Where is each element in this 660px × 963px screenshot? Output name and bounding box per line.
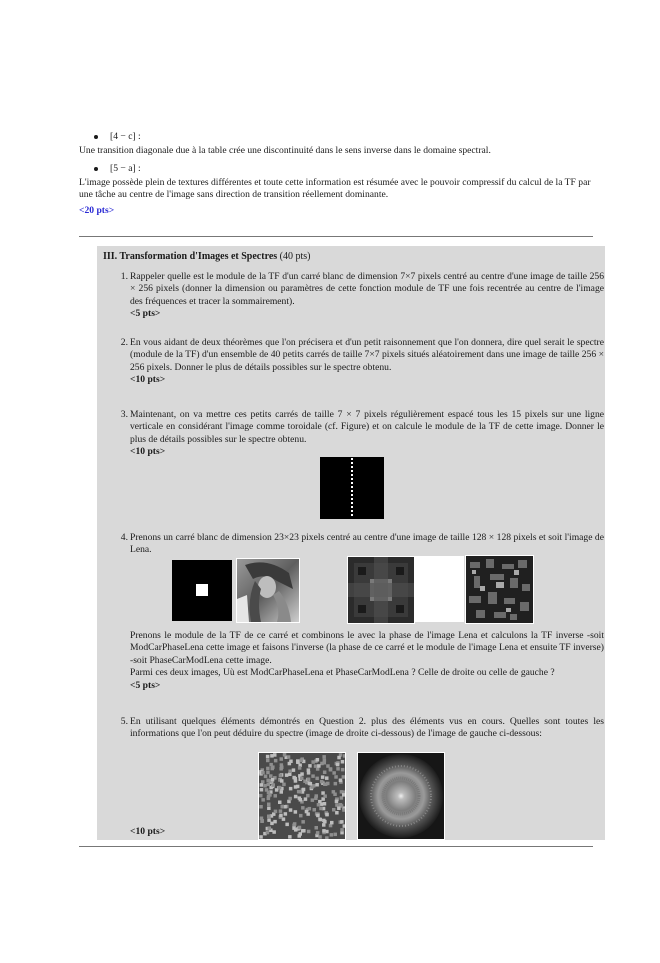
bullet-answer-5a: L'image possède plein de textures différentes et toute cette information est résumée avec le pouvoir compressif du calcul de la TF par une tâche au centre de l'image sans direction de transition réellement dominante. xyxy=(79,177,591,201)
figure-modcar-phaselena xyxy=(347,556,415,624)
random-squares-image xyxy=(259,753,345,839)
question-number: 1. xyxy=(120,271,128,282)
figure-toroidal-squares xyxy=(320,457,384,519)
figure-random-squares xyxy=(258,752,346,840)
question-points: <5 pts> xyxy=(130,308,161,320)
bullet-item-5a xyxy=(94,163,141,175)
figure-blank-separator xyxy=(414,556,464,622)
question-text: En vous aidant de deux théorèmes que l'on précisera et d'un petit raisonnement que l'on donnera, dire quel serait le spectre (module de la TF) d'un ensemble de 40 petits carrés de taille 7×7 pixels situés aléatoirement dans une image de taille 256 × 256 pixels. Donner le plus de détails possibles sur le spectre obtenu. xyxy=(130,337,604,373)
figure-phasecar-modlena xyxy=(465,555,534,624)
question-text: Maintenant, on va mettre ces petits carrés de taille 7 × 7 pixels régulièrement espacé tous les 15 pixels sur une ligne verticale en considérant l'image comme toroidale (cf. Figure) et on calcule le module de la TF de cette image. Donner le plus de détails possibles sur le spectre obtenu. xyxy=(130,409,604,445)
spectrum-image xyxy=(358,753,444,839)
bullet-item-4c xyxy=(94,131,141,143)
figure-white-square xyxy=(172,560,232,621)
question-text-2: Prenons le module de la TF de ce carré et combinons le avec la phase de l'image Lena et calculons la TF inverse -soit ModCarPhaseLena cette image et faisons l'inverse (la phase de ce carré et le module de l'image Lena et ensuite TF inverse) -soit PhaseCarModLena cette image. xyxy=(130,630,604,666)
bottom-rule xyxy=(79,846,593,847)
section-title xyxy=(103,251,311,263)
question-text: Prenons un carré blanc de dimension 23×23 pixels centré au centre d'une image de taille 128 × 128 pixels et soit l'image de Lena. xyxy=(130,532,604,556)
figure-lena xyxy=(236,558,300,623)
bullet-answer-4c: Une transition diagonale due à la table crée une discontinuité dans le sens inverse dans le domaine spectral. xyxy=(79,145,491,156)
question-number: 5. xyxy=(120,716,128,727)
bullet-dot xyxy=(94,135,98,139)
bullet-label: [5 − a] : xyxy=(110,163,141,174)
figure-spectrum xyxy=(357,752,445,840)
section-points: (40 pts) xyxy=(279,251,311,262)
white-square xyxy=(196,584,208,596)
section-title-text: III. Transformation d'Images et Spectres xyxy=(103,251,278,262)
question-points: <10 pts> xyxy=(130,374,166,386)
bullet-label: [4 − c] : xyxy=(110,131,141,142)
question-text-3: Parmi ces deux images, Uù est ModCarPhaseLena et PhaseCarModLena ? Celle de droite ou celle de gauche ? xyxy=(130,667,555,679)
reconstruction-right xyxy=(466,556,533,623)
score-label: <20 pts> xyxy=(79,205,115,216)
reconstruction-left xyxy=(348,557,414,623)
question-text: Rappeler quelle est le module de la TF d'un carré blanc de dimension 7×7 pixels centré au centre d'une image de taille 256 × 256 pixels (donner la dimension ou paramètres de cette fonction module de TF une fois recentrée au centre de l'image des fréquences et tracer la sommairement). xyxy=(130,271,604,307)
question-number: 2. xyxy=(120,337,128,348)
question-points: <10 pts> xyxy=(130,446,166,458)
question-points: <10 pts> xyxy=(130,826,166,837)
bullet-dot xyxy=(94,167,98,171)
lena-image xyxy=(237,559,299,622)
question-number: 3. xyxy=(120,409,128,420)
question-number: 4. xyxy=(120,532,128,543)
question-text: En utilisant quelques éléments démontrés en Question 2. plus des éléments vus en cours. Quelles sont toutes les informations que l'on peut déduire du spectre (image de droite ci-dessous) de l'image de gauche ci-dessous: xyxy=(130,716,604,740)
dotted-vertical-line xyxy=(320,457,384,519)
top-rule xyxy=(79,236,593,237)
question-points: <5 pts> xyxy=(130,679,161,691)
